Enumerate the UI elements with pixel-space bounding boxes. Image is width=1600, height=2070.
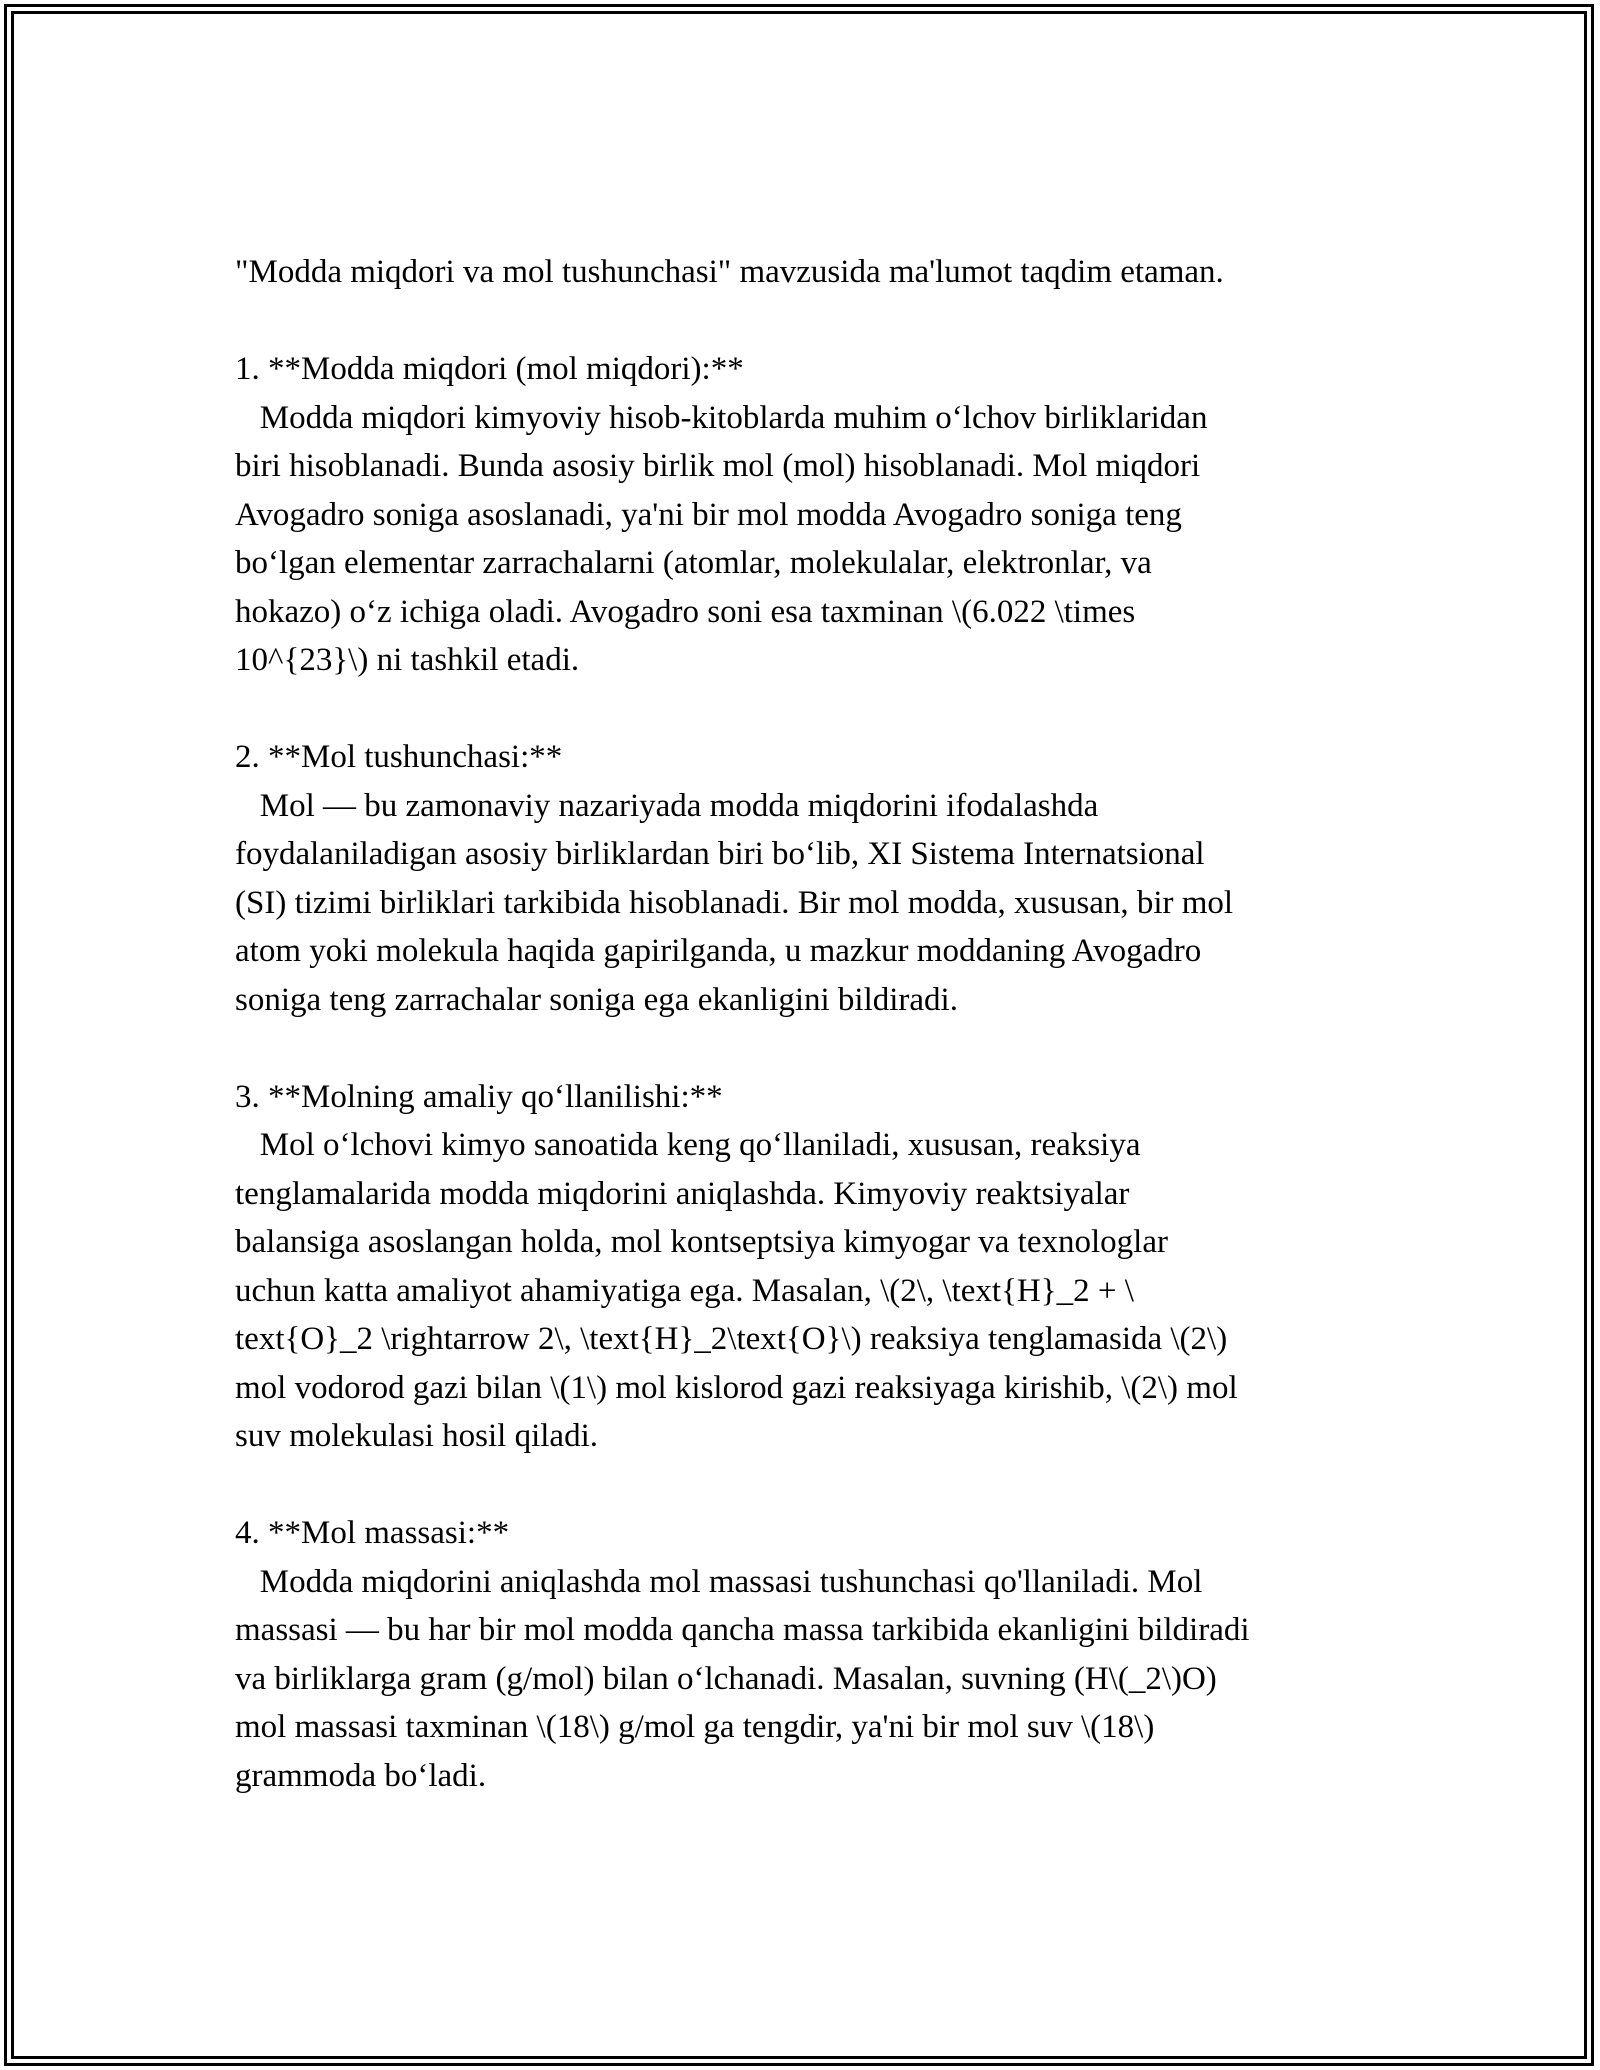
section-4-line: va birliklarga gram (g/mol) bilan o‘lchanadi. Masalan, suvning (H\(_2\)O) [235,1660,1217,1697]
section-1-heading: 1. **Modda miqdori (mol miqdori):** [235,351,744,387]
section-1-line: hokazo) o‘z ichiga oladi. Avogadro soni esa taxminan \(6.022 \times [235,593,1136,630]
section-2-line: foydalaniladigan asosiy birliklardan biri bo‘lib, XI Sistema Internatsional [235,836,1205,872]
section-4 [235,1509,1395,1800]
section-3-heading: 3. **Molning amaliy qo‘llanilishi:** [235,1078,723,1115]
section-2-heading: 2. **Mol tushunchasi:** [235,739,563,775]
section-3-line: mol vodorod gazi bilan \(1\) mol kislorod gazi reaksiyaga kirishib, \(2\) mol [235,1369,1238,1406]
section-3-line: suv molekulasi hosil qiladi. [235,1418,598,1454]
section-4-line: massasi — bu har bir mol modda qancha massa tarkibida ekanligini bildiradi [235,1612,1250,1648]
document-body [235,248,1395,1800]
section-2-line: (SI) tizimi birliklari tarkibida hisoblanadi. Bir mol modda, xususan, bir mol [235,884,1234,921]
section-2-line: atom yoki molekula haqida gapirilganda, u mazkur moddaning Avogadro [235,933,1202,969]
section-3 [235,1073,1395,1461]
section-1-line: bo‘lgan elementar zarrachalarni (atomlar, molekulalar, elektronlar, va [235,545,1152,581]
paragraph-gap [235,1461,1395,1510]
paragraph-gap [235,685,1395,734]
section-1-line: 10^{23}\) ni tashkil etadi. [235,642,580,678]
section-4-heading: 4. **Mol massasi:** [235,1515,510,1551]
section-3-line: balansiga asoslangan holda, mol kontseptsiya kimyogar va texnologlar [235,1224,1168,1260]
paragraph-gap [235,297,1395,346]
section-1-line: biri hisoblanadi. Bunda asosiy birlik mol (mol) hisoblanadi. Mol miqdori [235,448,1201,484]
section-2-line: Mol — bu zamonaviy nazariyada modda miqdorini ifodalashda [235,787,1099,824]
section-3-line: text{O}_2 \rightarrow 2\, \text{H}_2\text{O}\) reaksiya tenglamasida \(2\) [235,1321,1228,1357]
section-2 [235,733,1395,1024]
section-2-line: soniga teng zarrachalar soniga ega ekanligini bildiradi. [235,981,958,1018]
section-3-line: uchun katta amaliyot ahamiyatiga ega. Masalan, \(2\, \text{H}_2 + \ [235,1272,1134,1309]
section-4-line: mol massasi taxminan \(18\) g/mol ga tengdir, ya'ni bir mol suv \(18\) [235,1709,1155,1745]
section-3-line: tenglamalarida modda miqdorini aniqlashda. Kimyoviy reaktsiyalar [235,1175,1130,1212]
intro-text: "Modda miqdori va mol tushunchasi" mavzusida ma'lumot taqdim etaman. [235,254,1224,290]
paragraph-gap [235,1024,1395,1073]
section-4-line: Modda miqdorini aniqlashda mol massasi tushunchasi qo'llaniladi. Mol [235,1563,1203,1600]
section-1-line: Modda miqdori kimyoviy hisob-kitoblarda muhim o‘lchov birliklaridan [235,399,1208,436]
section-1-line: Avogadro soniga asoslanadi, ya'ni bir mol modda Avogadro soniga teng [235,496,1182,533]
section-3-line: Mol o‘lchovi kimyo sanoatida keng qo‘llaniladi, xususan, reaksiya [235,1127,1141,1163]
intro-paragraph [235,248,1395,297]
section-1 [235,345,1395,685]
section-4-line: grammoda bo‘ladi. [235,1757,487,1794]
